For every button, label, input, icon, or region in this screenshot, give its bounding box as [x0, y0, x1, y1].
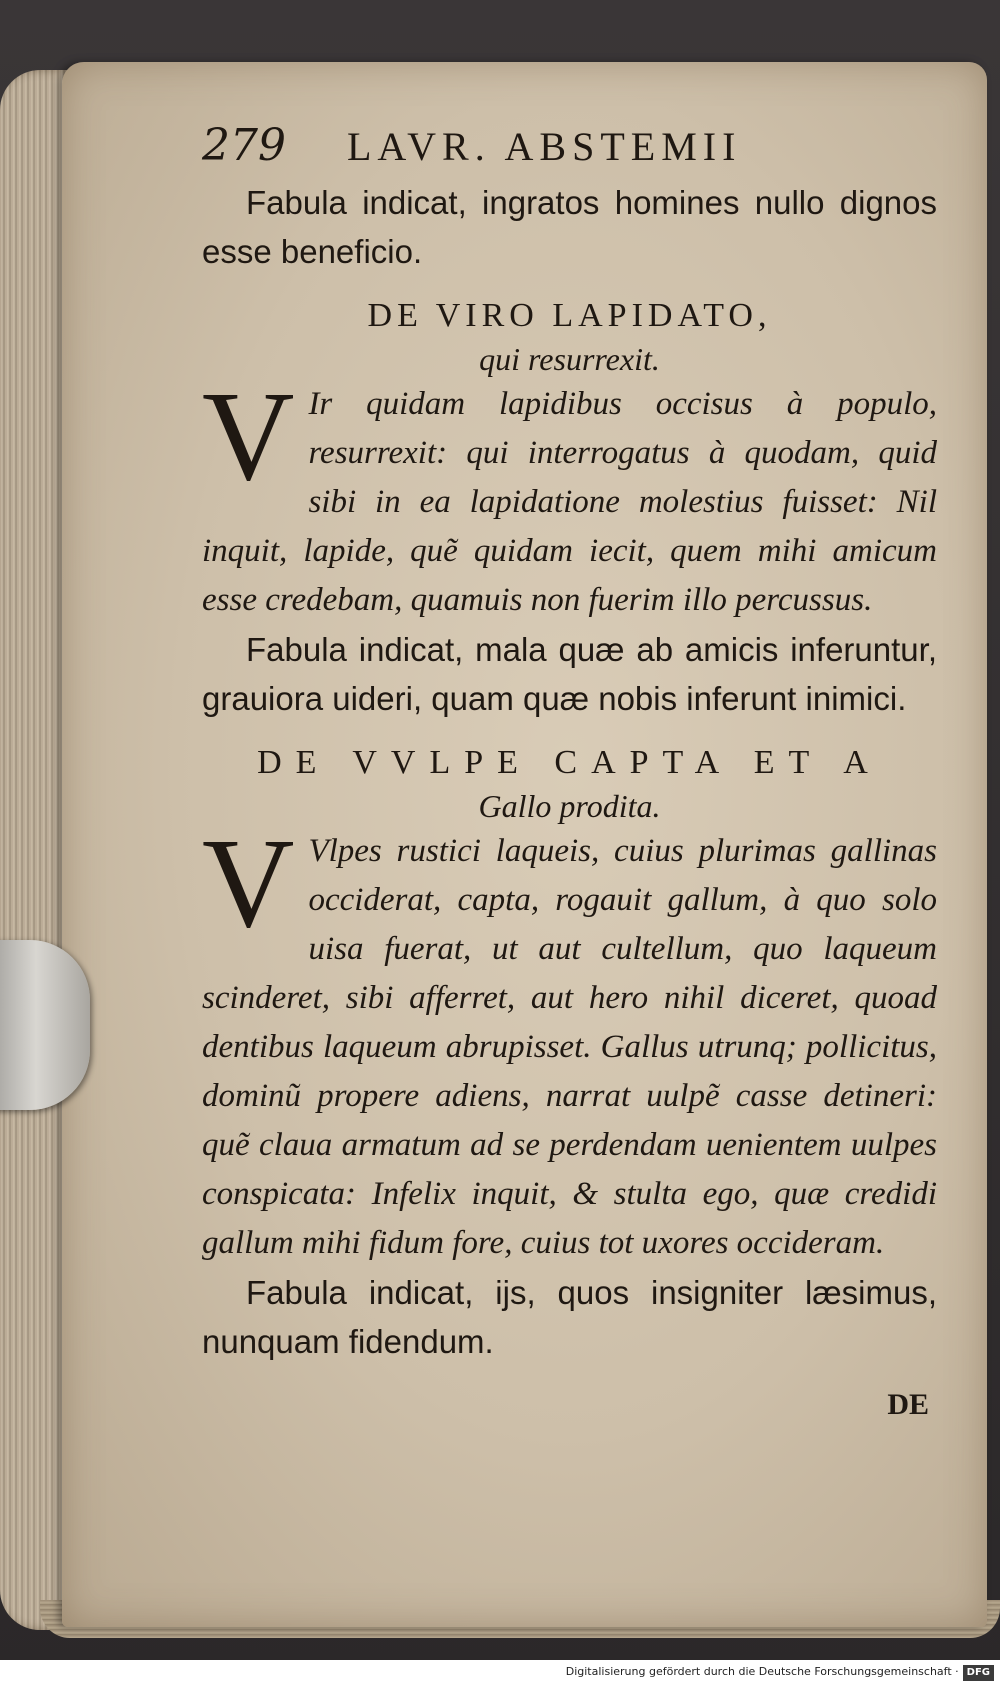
fable2-title: DE VVLPE CAPTA ET A: [257, 744, 882, 781]
intro-moral: Fabula indicat, ingratos homines nullo dignos esse beneficio.: [202, 184, 937, 270]
fable2-subtitle: Gallo prodita.: [478, 788, 661, 824]
page-clip: [0, 940, 90, 1110]
fable1-text: [202, 365, 937, 625]
fable1-body: Ir quidam lapidibus occisus à populo, resurrexit: qui interrogatus à quodam, quid sibi in ea lapidatione molestius fuisset: Nil inquit, lapide, quẽ quidam iecit, quem mihi amicum esse credebam, quamuis non fuerim illo percussus.: [202, 386, 937, 618]
dfg-logo: DFG: [963, 1665, 994, 1681]
page-header: [202, 120, 937, 178]
page-number: 279: [202, 120, 286, 171]
fable2-text: [202, 812, 937, 1268]
fable2-moral: Fabula indicat, ijs, quos insigniter læsimus, nunquam fidendum.: [202, 1274, 937, 1360]
fable1-title: DE VIRO LAPIDATO,: [367, 297, 772, 334]
credit-text: Digitalisierung gefördert durch die Deutsche Forschungsgemeinschaft ·: [565, 1665, 959, 1678]
fable1-moral: Fabula indicat, mala quæ ab amicis inferuntur, grauiora uideri, quam quæ nobis inferunt inimici.: [202, 631, 937, 717]
fable2-dropcap: V: [202, 812, 295, 954]
text-block: [202, 120, 937, 1422]
fable2-body: Vlpes rustici laqueis, cuius plurimas gallinas occiderat, capta, rogauit gallum, à quo solo uisa fuerat, ut aut cultellum, quo laqueum scinderet, sibi afferret, aut hero nihil diceret, quoad dentibus laqueum abrupisset. Gallus utrunq; pollicitus, dominũ propere adiens, narrat uulpẽ casse detineri: quẽ claua armatum ad se perdendam uenientem uulpes conspicata: Infelix inquit, & stulta ego, quæ credidi gallum mihi fidum fore, cuius tot uxores occideram.: [202, 833, 937, 1261]
catchword: DE: [887, 1388, 929, 1421]
fable1-dropcap: V: [202, 365, 295, 507]
running-head: LAVR. ABSTEMII: [347, 124, 742, 169]
fable1-subtitle: qui resurrexit.: [479, 341, 660, 377]
digitization-credit: [0, 1660, 1000, 1683]
